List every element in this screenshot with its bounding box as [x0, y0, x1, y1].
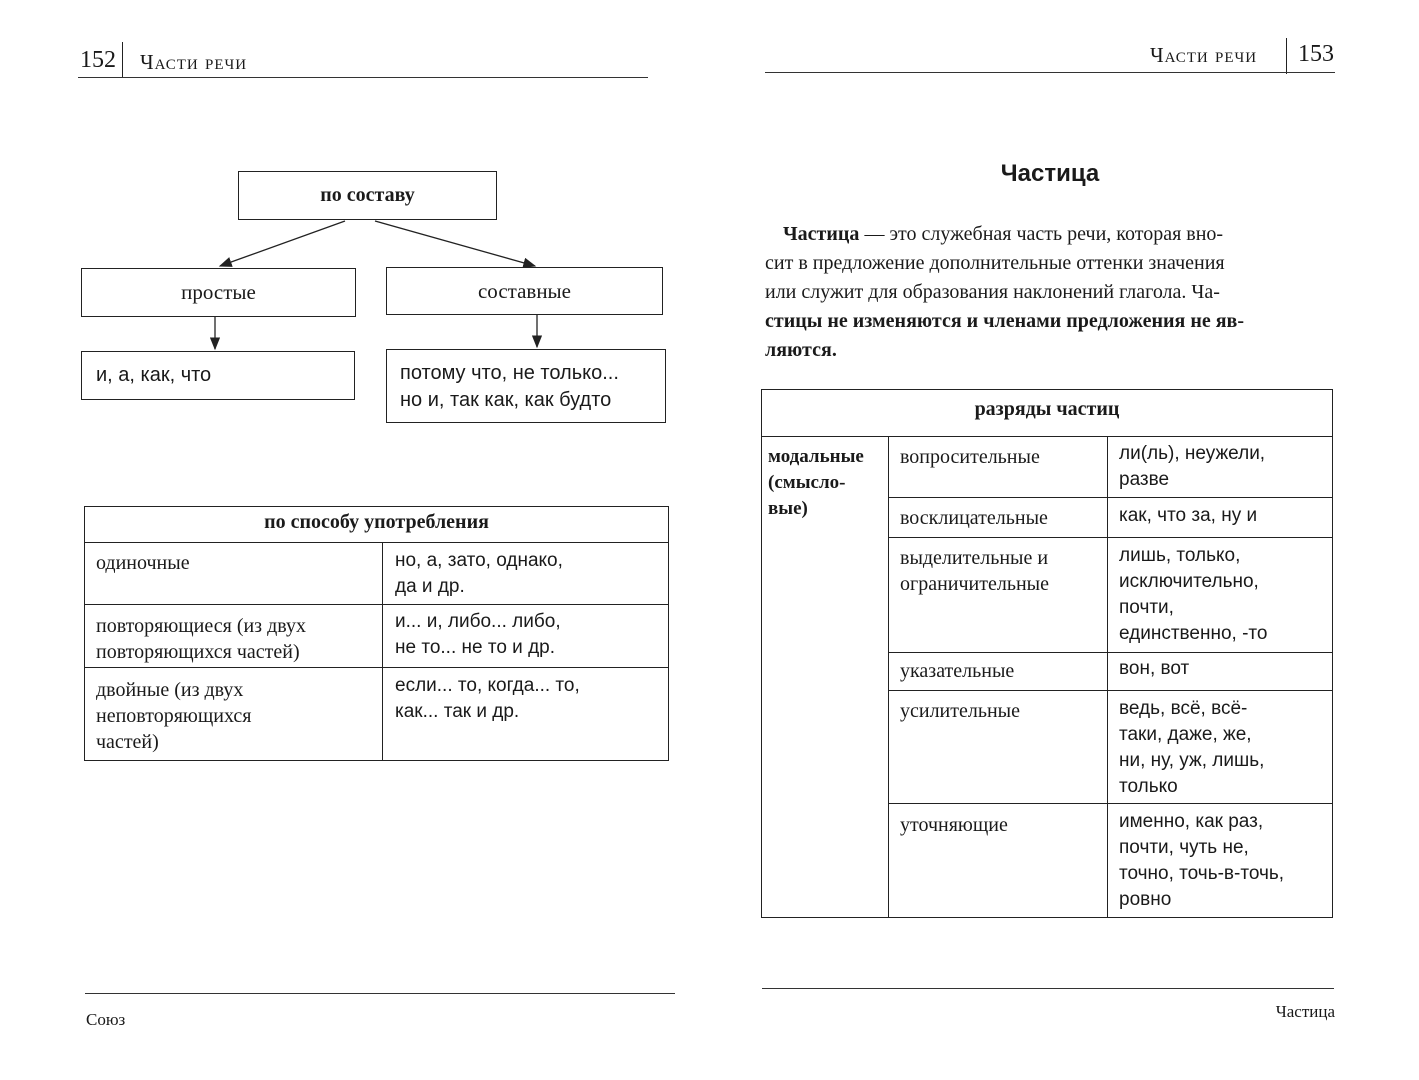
diagram-compound-label: составные	[477, 278, 571, 303]
left-page-number: 152	[80, 47, 116, 73]
diagram-compound-examples-line: потому что, не только...	[400, 362, 619, 384]
definition-paragraph	[765, 220, 1335, 365]
right-footer-rule	[762, 988, 1334, 989]
particles-table-hline	[888, 803, 1333, 804]
particles-example-cell: именно, как раз, почти, чуть не, точно, точь-в-точь, ровно	[1119, 811, 1285, 910]
definition-line: ляются.	[765, 339, 837, 361]
arrow-to-compound	[375, 221, 535, 266]
particles-category-cell: усилительные	[900, 700, 1020, 722]
definition-line: Частица — это служебная часть речи, которая вно-	[783, 223, 1224, 245]
usage-type-cell: повторяющиеся (из двух повторяющихся частей)	[96, 615, 307, 663]
usage-table-hline	[84, 542, 669, 543]
particles-category-cell: восклицательные	[900, 507, 1048, 529]
particles-table-hline	[888, 690, 1333, 691]
section-title: Частица	[1000, 160, 1100, 187]
diagram-simple-label: простые	[181, 280, 256, 304]
left-footer-rule	[85, 993, 675, 994]
particles-table-hline	[888, 537, 1333, 538]
particles-example-cell: ведь, всё, всё- таки, даже, же, ни, ну, уж, лишь, только	[1119, 698, 1265, 797]
particles-example-cell: как, что за, ну и	[1119, 505, 1258, 526]
usage-type-cell: одиночные	[96, 552, 190, 574]
definition-term: Частица	[783, 223, 860, 245]
particles-table-header: разряды частиц	[974, 398, 1120, 420]
particles-category-cell: выделительные и ограничительные	[900, 547, 1049, 595]
right-footer: Частица	[1275, 1002, 1335, 1021]
particles-table-hline	[761, 436, 1333, 437]
diagram-simple-box	[81, 268, 356, 317]
particles-group-cell: модальные (смысло- вые)	[768, 446, 864, 519]
usage-table-header: по способу употребления	[264, 511, 489, 533]
particles-table-hline	[888, 652, 1333, 653]
diagram-root-label: по составу	[320, 184, 415, 206]
particles-category-cell: вопросительные	[900, 446, 1040, 468]
diagram-simple-examples: и, а, как, что	[96, 364, 212, 386]
usage-table-hline	[84, 667, 669, 668]
particles-table-hline	[888, 497, 1333, 498]
particles-table-vline	[1107, 436, 1108, 918]
usage-example-cell: но, а, зато, однако, да и др.	[395, 550, 563, 597]
right-page-number: 153	[1298, 41, 1334, 67]
particles-example-cell: вон, вот	[1119, 658, 1190, 679]
usage-example-cell: и... и, либо... либо, не то... не то и др.	[395, 611, 561, 658]
definition-line: сит в предложение дополнительные оттенки значения	[765, 252, 1225, 274]
definition-line: стицы не изменяются и членами предложения не яв-	[765, 310, 1245, 332]
left-footer: Союз	[86, 1010, 126, 1029]
usage-type-cell: двойные (из двух неповторяющихся частей)	[96, 679, 252, 753]
diagram-simple-examples-box	[81, 351, 355, 400]
arrow-to-simple	[220, 221, 345, 266]
diagram-compound-examples-box	[386, 349, 666, 423]
usage-example-cell: если... то, когда... то, как... так и др.	[395, 675, 580, 722]
usage-table-hline	[84, 604, 669, 605]
particles-table-vline	[888, 436, 889, 918]
particles-category-cell: уточняющие	[900, 814, 1008, 836]
left-running-head: Части речи	[140, 50, 248, 74]
right-running-head: Части речи	[1150, 43, 1258, 67]
right-head-rule	[765, 72, 1335, 73]
definition-line: или служит для образования наклонений глагола. Ча-	[765, 281, 1220, 303]
particles-category-cell: указательные	[900, 660, 1015, 682]
diagram-compound-box	[386, 267, 663, 315]
particles-example-cell: ли(ль), неужели, разве	[1119, 443, 1266, 490]
right-head-separator	[1286, 38, 1287, 74]
particles-example-cell: лишь, только, исключительно, почти, единственно, -то	[1119, 545, 1268, 644]
usage-table-vline	[382, 542, 383, 761]
diagram-compound-examples-line: но и, так как, как будто	[400, 389, 612, 411]
